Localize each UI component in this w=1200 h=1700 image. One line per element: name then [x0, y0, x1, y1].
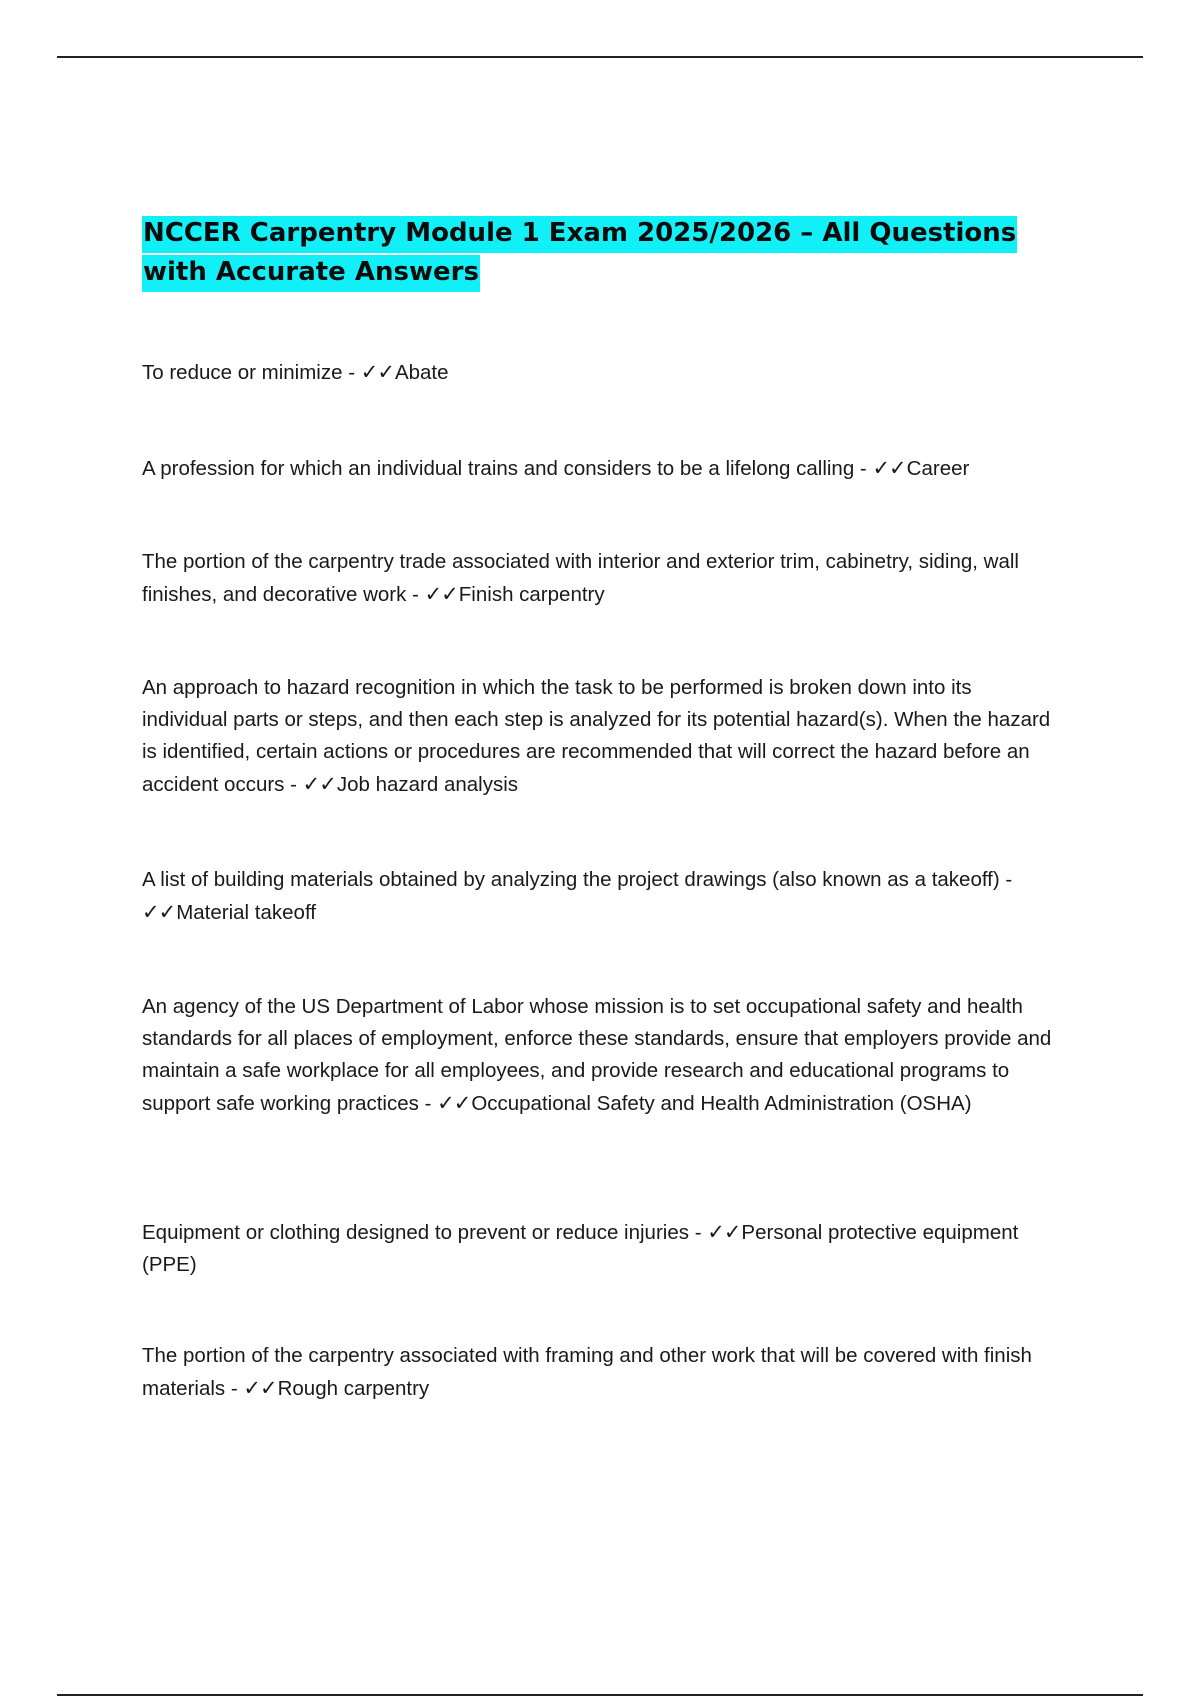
answer-text: Material takeoff — [176, 901, 316, 924]
separator: - — [225, 1377, 244, 1400]
answer-text: Career — [906, 457, 970, 480]
qa-item — [142, 1340, 1062, 1405]
double-check-icon: ✓✓ — [243, 1376, 277, 1400]
double-check-icon: ✓✓ — [872, 456, 906, 480]
qa-item — [142, 356, 1062, 389]
double-check-icon: ✓✓ — [437, 1091, 471, 1115]
qa-item — [142, 452, 1062, 485]
answer-text: Rough carpentry — [277, 1377, 430, 1400]
document-title — [142, 214, 1062, 292]
question-text: The portion of the carpentry trade associated with interior and exterior trim, cabinetry, siding, wall finishes, and decorative work — [142, 550, 1019, 606]
qa-item — [142, 864, 1062, 929]
header-rule — [57, 56, 1143, 58]
answer-text: Personal protective equipment (PPE) — [142, 1221, 1019, 1276]
double-check-icon: ✓✓ — [142, 900, 176, 924]
qa-item — [142, 546, 1062, 611]
double-check-icon: ✓✓ — [707, 1220, 741, 1244]
separator: - — [418, 1092, 438, 1115]
question-text: An approach to hazard recognition in which the task to be performed is broken down into its individual parts or steps, and then each step is analyzed for its potential hazard(s). When the hazard is identified, certain actions or procedures are recommended that will correct the hazard before an accident occurs — [142, 676, 1051, 796]
separator: - — [406, 583, 425, 606]
footer-rule — [57, 1694, 1143, 1696]
separator: - — [689, 1221, 708, 1244]
qa-item — [142, 1216, 1062, 1281]
double-check-icon: ✓✓ — [360, 360, 394, 384]
separator: - — [284, 773, 303, 796]
question-text: An agency of the US Department of Labor whose mission is to set occupational safety and health standards for all places of employment, enforce these standards, ensure that employers provide and maintain a safe workplace for all employees, and provide research and educational programs to support safe working practices — [142, 995, 1052, 1115]
double-check-icon: ✓✓ — [302, 772, 336, 796]
question-text: Equipment or clothing designed to prevent or reduce injuries — [142, 1221, 689, 1244]
question-text: A list of building materials obtained by analyzing the project drawings (also known as a takeoff) — [142, 868, 1000, 891]
separator: - — [854, 457, 873, 480]
separator: - — [342, 361, 361, 384]
answer-text: Occupational Safety and Health Administration (OSHA) — [471, 1092, 972, 1115]
answer-text: Job hazard analysis — [336, 773, 519, 796]
question-text: To reduce or minimize — [142, 361, 343, 384]
answer-text: Finish carpentry — [458, 583, 605, 606]
question-text: A profession for which an individual trains and considers to be a lifelong calling — [142, 457, 855, 480]
double-check-icon: ✓✓ — [424, 582, 458, 606]
qa-item — [142, 672, 1062, 801]
question-text: The portion of the carpentry associated with framing and other work that will be covered with finish materials — [142, 1344, 1032, 1400]
separator: - — [999, 868, 1013, 891]
qa-item — [142, 991, 1062, 1120]
title-highlight: NCCER Carpentry Module 1 Exam 2025/2026 – All Questions with Accurate Answers — [142, 216, 1017, 292]
answer-text: Abate — [394, 361, 449, 384]
